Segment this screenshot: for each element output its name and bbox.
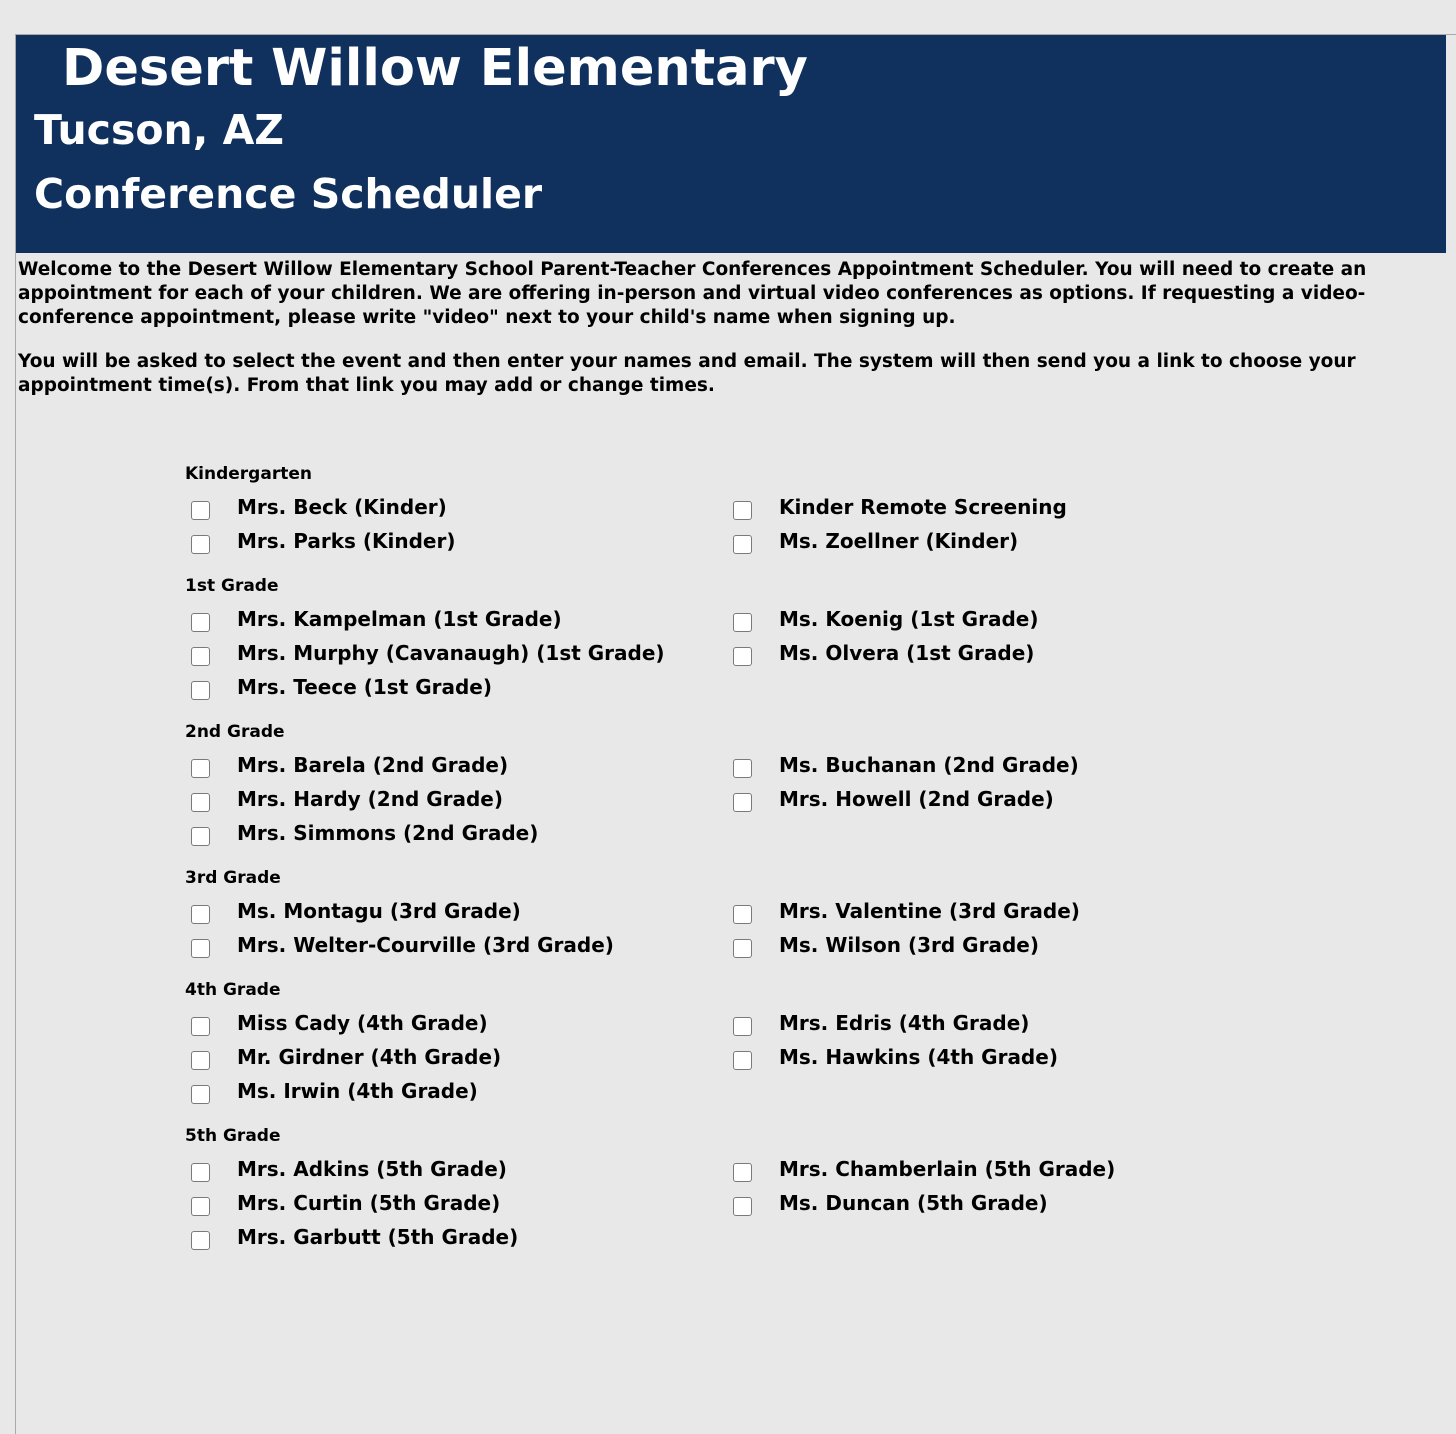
teacher-checkbox[interactable] xyxy=(191,1163,210,1182)
teacher-checkbox[interactable] xyxy=(733,1197,752,1216)
teacher-checkbox[interactable] xyxy=(733,905,752,924)
teacher-option-label: Mrs. Garbutt (5th Grade) xyxy=(237,1225,519,1249)
teacher-option[interactable] xyxy=(727,782,1185,816)
teacher-option[interactable] xyxy=(727,928,1185,962)
teacher-option-label: Mrs. Kampelman (1st Grade) xyxy=(237,607,562,631)
teacher-option[interactable] xyxy=(185,1186,727,1220)
teacher-checkbox[interactable] xyxy=(733,1163,752,1182)
options-grid xyxy=(185,1006,1185,1108)
teacher-option[interactable] xyxy=(727,894,1185,928)
grade-title: 3rd Grade xyxy=(185,868,281,888)
teacher-option-label: Mrs. Valentine (3rd Grade) xyxy=(779,899,1080,923)
intro-paragraph-2: You will be asked to select the event and then enter your names and email. The system will then send you a link to choose your appointment time(s). From that link you may add or change times. xyxy=(18,351,1356,396)
teacher-option-label: Mrs. Adkins (5th Grade) xyxy=(237,1157,507,1181)
teacher-option[interactable] xyxy=(185,928,727,962)
teacher-checkbox[interactable] xyxy=(191,793,210,812)
teacher-option-label: Mrs. Chamberlain (5th Grade) xyxy=(779,1157,1116,1181)
teacher-option-label: Mrs. Beck (Kinder) xyxy=(237,495,447,519)
teacher-option[interactable] xyxy=(727,1006,1185,1040)
teacher-checkbox[interactable] xyxy=(191,613,210,632)
intro-paragraph-1: Welcome to the Desert Willow Elementary School Parent-Teacher Conferences Appointment Scheduler. You will need to create an appointment for each of your children. We are offering in-person and virtual video conferences as options. If requesting a video-conference appointment, please write "video" next to your child's name when signing up. xyxy=(18,259,1367,328)
teacher-option[interactable] xyxy=(185,782,727,816)
grade-title: Kindergarten xyxy=(185,464,312,484)
teacher-checkbox[interactable] xyxy=(191,905,210,924)
teacher-checkbox[interactable] xyxy=(191,1197,210,1216)
teacher-option-label: Mr. Girdner (4th Grade) xyxy=(237,1045,502,1069)
teacher-option[interactable] xyxy=(727,748,1185,782)
teacher-option[interactable] xyxy=(727,1040,1185,1074)
teacher-option-label: Mrs. Simmons (2nd Grade) xyxy=(237,821,539,845)
grade-title: 1st Grade xyxy=(185,576,279,596)
teacher-option[interactable] xyxy=(727,602,1185,636)
teacher-option-label: Mrs. Parks (Kinder) xyxy=(237,529,456,553)
teacher-checkbox[interactable] xyxy=(733,501,752,520)
teacher-checkbox[interactable] xyxy=(191,939,210,958)
teacher-checkbox[interactable] xyxy=(733,647,752,666)
teacher-option-label: Miss Cady (4th Grade) xyxy=(237,1011,488,1035)
page-header xyxy=(16,35,1446,253)
teacher-option[interactable] xyxy=(185,1220,727,1254)
grade-section xyxy=(185,460,1185,558)
grade-section xyxy=(185,864,1185,962)
options-grid xyxy=(185,490,1185,558)
teacher-option-label: Mrs. Welter-Courville (3rd Grade) xyxy=(237,933,614,957)
school-location: Tucson, AZ xyxy=(34,106,285,154)
teacher-option-label: Mrs. Curtin (5th Grade) xyxy=(237,1191,501,1215)
teacher-option-label: Mrs. Edris (4th Grade) xyxy=(779,1011,1030,1035)
intro-text xyxy=(18,258,1438,418)
teacher-checkbox[interactable] xyxy=(733,1017,752,1036)
options-grid xyxy=(185,602,1185,704)
teacher-option[interactable] xyxy=(185,1006,727,1040)
teacher-option[interactable] xyxy=(727,636,1185,670)
teacher-checkbox[interactable] xyxy=(191,1231,210,1250)
teacher-checkbox[interactable] xyxy=(191,827,210,846)
teacher-checkbox[interactable] xyxy=(733,939,752,958)
teacher-option[interactable] xyxy=(185,490,727,524)
teacher-option-label: Ms. Koenig (1st Grade) xyxy=(779,607,1039,631)
grade-section xyxy=(185,1122,1185,1254)
teacher-option-label: Ms. Hawkins (4th Grade) xyxy=(779,1045,1058,1069)
teacher-checkbox[interactable] xyxy=(191,1017,210,1036)
teacher-option-label: Mrs. Barela (2nd Grade) xyxy=(237,753,509,777)
options-grid xyxy=(185,748,1185,850)
teacher-option[interactable] xyxy=(185,524,727,558)
grade-title: 5th Grade xyxy=(185,1126,281,1146)
teacher-option-label: Ms. Irwin (4th Grade) xyxy=(237,1079,478,1103)
teacher-checkbox[interactable] xyxy=(191,1051,210,1070)
school-name: Desert Willow Elementary xyxy=(62,39,808,98)
teacher-option[interactable] xyxy=(185,1152,727,1186)
grade-title: 2nd Grade xyxy=(185,722,285,742)
teacher-option-label: Kinder Remote Screening xyxy=(779,495,1067,519)
teacher-checkbox[interactable] xyxy=(191,647,210,666)
teacher-option-label: Mrs. Hardy (2nd Grade) xyxy=(237,787,504,811)
teacher-option-label: Mrs. Murphy (Cavanaugh) (1st Grade) xyxy=(237,641,665,665)
teacher-option-label: Ms. Montagu (3rd Grade) xyxy=(237,899,521,923)
teacher-option[interactable] xyxy=(185,602,727,636)
teacher-checkbox[interactable] xyxy=(191,681,210,700)
teacher-option[interactable] xyxy=(185,1074,727,1108)
options-grid xyxy=(185,894,1185,962)
teacher-option-label: Ms. Duncan (5th Grade) xyxy=(779,1191,1048,1215)
teacher-option-label: Mrs. Howell (2nd Grade) xyxy=(779,787,1054,811)
teacher-option[interactable] xyxy=(185,748,727,782)
teacher-checkbox[interactable] xyxy=(191,759,210,778)
options-grid xyxy=(185,1152,1185,1254)
teacher-option[interactable] xyxy=(185,1040,727,1074)
grade-title: 4th Grade xyxy=(185,980,281,1000)
grade-section xyxy=(185,976,1185,1108)
teacher-option-label: Ms. Olvera (1st Grade) xyxy=(779,641,1035,665)
teacher-option-label: Mrs. Teece (1st Grade) xyxy=(237,675,493,699)
app-title: Conference Scheduler xyxy=(34,170,543,218)
teacher-option[interactable] xyxy=(727,524,1185,558)
teacher-option[interactable] xyxy=(185,894,727,928)
teacher-checkbox[interactable] xyxy=(733,1051,752,1070)
teacher-option[interactable] xyxy=(185,670,727,704)
teacher-option[interactable] xyxy=(185,816,727,850)
teacher-option-label: Ms. Wilson (3rd Grade) xyxy=(779,933,1039,957)
teacher-checkbox[interactable] xyxy=(733,535,752,554)
teacher-option-label: Ms. Zoellner (Kinder) xyxy=(779,529,1019,553)
teacher-option[interactable] xyxy=(185,636,727,670)
teacher-checkbox[interactable] xyxy=(733,793,752,812)
grade-section xyxy=(185,718,1185,850)
teacher-option[interactable] xyxy=(727,490,1185,524)
event-selection-list xyxy=(185,460,1185,1268)
teacher-checkbox[interactable] xyxy=(191,501,210,520)
teacher-option-label: Ms. Buchanan (2nd Grade) xyxy=(779,753,1079,777)
teacher-option[interactable] xyxy=(727,1152,1185,1186)
teacher-option[interactable] xyxy=(727,1186,1185,1220)
grade-section xyxy=(185,572,1185,704)
teacher-checkbox[interactable] xyxy=(733,759,752,778)
teacher-checkbox[interactable] xyxy=(191,535,210,554)
teacher-checkbox[interactable] xyxy=(191,1085,210,1104)
teacher-checkbox[interactable] xyxy=(733,613,752,632)
